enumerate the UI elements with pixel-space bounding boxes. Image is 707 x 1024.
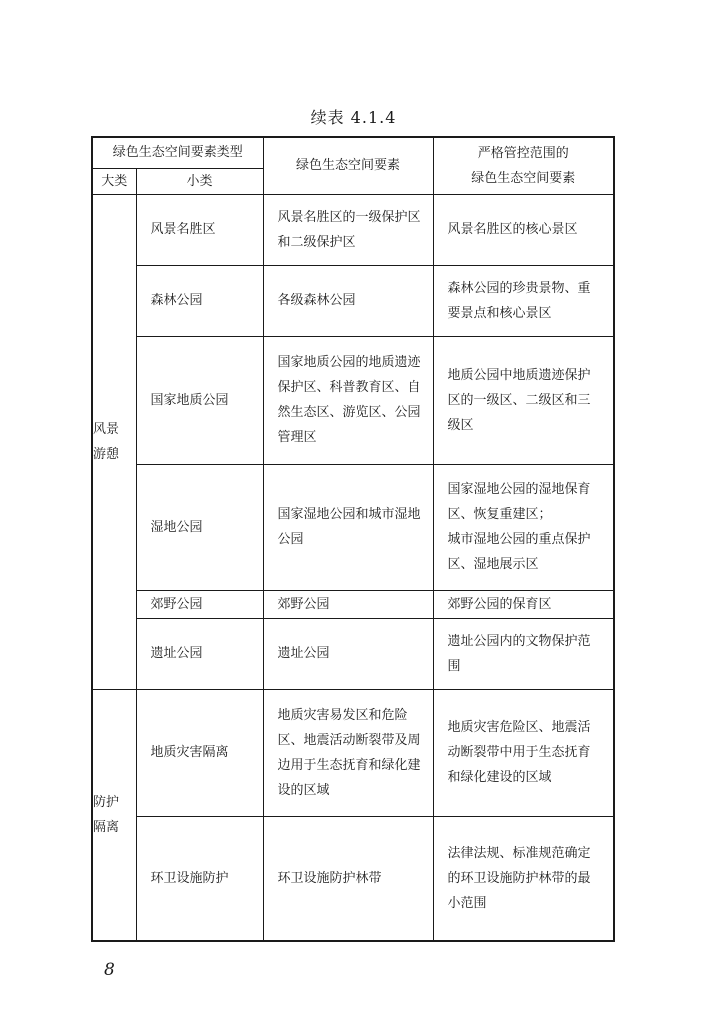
minor-category: 遗址公园 — [150, 646, 203, 661]
strict-text: 地质灾害危险区、地震活动断裂带中用于生态抚育和绿化建设的区域 — [447, 720, 591, 785]
minor-category-cell — [136, 336, 263, 464]
strict-cell — [433, 336, 613, 464]
strict-cell — [433, 618, 613, 689]
minor-category: 国家地质公园 — [150, 392, 229, 408]
major-category-line: 风景 — [93, 421, 120, 437]
strict-cell — [433, 590, 613, 618]
major-category-line: 隔离 — [93, 819, 120, 835]
element-text: 各级森林公园 — [277, 293, 356, 308]
minor-category-cell — [136, 618, 263, 689]
strict-text: 城市湿地公园的重点保护区、湿地展示区 — [447, 532, 591, 572]
strict-cell — [433, 816, 613, 940]
strict-text: 国家湿地公园的湿地保育区、恢复重建区； — [447, 482, 591, 522]
table-row — [93, 336, 613, 464]
strict-text: 森林公园的珍贵景物、重要景点和核心景区 — [447, 280, 591, 321]
strict-text: 遗址公园内的文物保护范围 — [447, 633, 591, 674]
table-row — [93, 194, 613, 265]
strict-text: 郊野公园的保育区 — [447, 596, 552, 612]
minor-category: 郊野公园 — [150, 596, 203, 612]
minor-category: 森林公园 — [150, 293, 203, 308]
table-row — [93, 816, 613, 940]
element-text: 风景名胜区的一级保护区和二级保护区 — [277, 209, 421, 250]
minor-category-cell — [136, 464, 263, 590]
header-minor: 小类 — [136, 168, 263, 194]
table-caption: 续表 4.1.4 — [310, 108, 397, 127]
header-strict-line-1: 严格管控范围的 — [477, 145, 569, 161]
element-text: 国家湿地公园和城市湿地公园 — [277, 507, 421, 547]
header-strict-line-2: 绿色生态空间要素 — [471, 170, 576, 186]
element-text: 郊野公园 — [277, 596, 330, 612]
minor-category-cell — [136, 590, 263, 618]
minor-category-cell — [136, 689, 263, 816]
element-text: 国家地质公园的地质遗迹保护区、科普教育区、自然生态区、游览区、公园管理区 — [277, 355, 421, 445]
minor-category-cell — [136, 816, 263, 940]
element-cell — [263, 194, 433, 265]
strict-text: 法律法规、标准规范确定的环卫设施防护林带的最小范围 — [447, 845, 591, 911]
table-row — [93, 464, 613, 590]
spec-table — [93, 138, 613, 941]
element-cell — [263, 816, 433, 940]
element-text: 地质灾害易发区和危险区、地震活动断裂带及周边用于生态抚育和绿化建设的区域 — [277, 707, 421, 798]
major-category-line: 防护 — [93, 794, 120, 810]
element-cell — [263, 464, 433, 590]
page-number: 8 — [104, 960, 115, 980]
header-row-1 — [93, 138, 613, 168]
header-element: 绿色生态空间要素 — [263, 138, 433, 194]
major-category-line: 游憩 — [93, 446, 120, 462]
header-strict — [433, 138, 613, 194]
spec-table-frame — [91, 136, 615, 942]
table-row — [93, 689, 613, 816]
element-cell — [263, 336, 433, 464]
element-cell — [263, 689, 433, 816]
element-cell — [263, 265, 433, 336]
strict-text: 地质公园中地质遗迹保护区的一级区、二级区和三级区 — [447, 367, 591, 433]
element-text: 遗址公园 — [277, 646, 330, 661]
minor-category: 风景名胜区 — [150, 222, 216, 237]
strict-cell — [433, 194, 613, 265]
minor-category-cell — [136, 194, 263, 265]
table-row — [93, 618, 613, 689]
table-row — [93, 265, 613, 336]
strict-cell — [433, 689, 613, 816]
strict-cell — [433, 464, 613, 590]
strict-text: 风景名胜区的核心景区 — [447, 222, 578, 237]
header-type-group: 绿色生态空间要素类型 — [93, 138, 263, 168]
minor-category-cell — [136, 265, 263, 336]
strict-cell — [433, 265, 613, 336]
minor-category: 环卫设施防护 — [150, 870, 229, 886]
element-cell — [263, 590, 433, 618]
header-major: 大类 — [93, 168, 136, 194]
element-text: 环卫设施防护林带 — [277, 870, 382, 886]
major-category-cell — [93, 689, 136, 940]
element-cell — [263, 618, 433, 689]
minor-category: 湿地公园 — [150, 519, 203, 535]
major-category-cell — [93, 194, 136, 689]
minor-category: 地质灾害隔离 — [150, 745, 229, 760]
table-row — [93, 590, 613, 618]
